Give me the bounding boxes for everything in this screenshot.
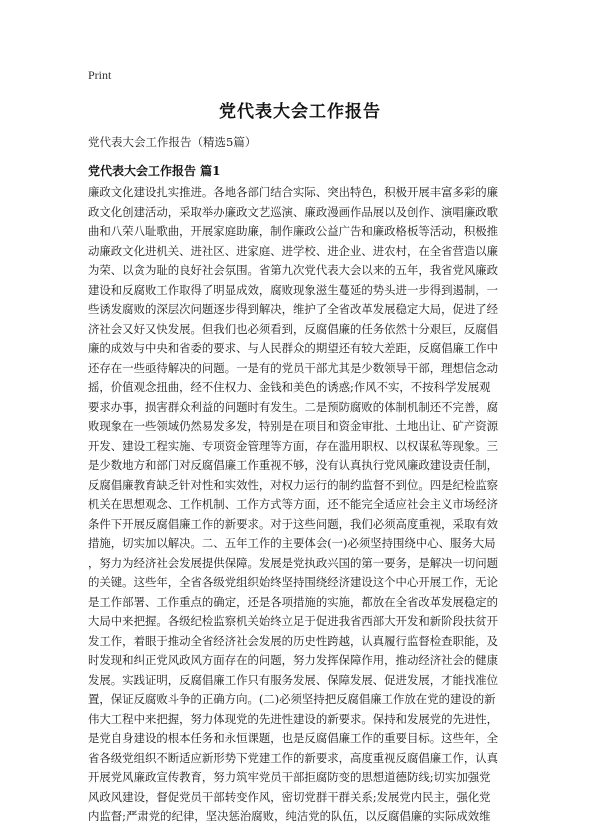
body-line: 开展党风廉政宣传教育，努力筑牢党员干部拒腐防变的思想道德防线;切实加强党 <box>88 770 491 784</box>
body-line: 风政风建设，督促党员干部转变作风，密切党群干群关系;发展党内民主，强化党 <box>88 789 491 804</box>
body-line: 政文化创建活动，采取举办廉政文艺巡演、廉政漫画作品展以及创作、演唱廉政歌 <box>88 204 499 219</box>
body-line: 发展。实践证明，反腐倡廉工作只有服务发展、保障发展、促进发展，才能找准位 <box>88 672 499 687</box>
body-line: 发工作，着眼于推动全省经济社会发展的历史性跨越，认真履行监督检查职能，及 <box>88 633 499 648</box>
body-line: 内监督;严肃党的纪律，坚决惩治腐败，纯洁党的队伍，以反腐倡廉的实际成效维 <box>88 809 491 823</box>
body-line: 些诱发腐败的深层次问题逐步得到解决，维护了全省改革发展稳定大局，促进了经 <box>88 302 499 316</box>
body-line: 建设和反腐败工作取得了明显成效，腐败现象滋生蔓延的势头进一步得到遏制，一 <box>88 282 499 297</box>
body-line: 要求办事，损害群众利益的问题时有发生。二是预防腐败的体制机制还不完善，腐 <box>88 399 499 414</box>
body-line: 济社会又好又快发展。但我们也必须看到，反腐倡廉的任务依然十分艰巨，反腐倡 <box>88 321 499 336</box>
body-line: 廉的成效与中央和省委的要求、与人民群众的期望还有较大差距，反腐倡廉工作中 <box>88 341 499 355</box>
body-line: 摇，价值观念扭曲，经不住权力、金钱和美色的诱惑;作风不实，不按科学发展观 <box>88 380 491 394</box>
body-line: 为荣、以贪为耻的良好社会氛围。省第九次党代表大会以来的五年，我省党风廉政 <box>88 263 499 277</box>
print-link[interactable]: Print <box>88 68 112 82</box>
body-line: 是少数地方和部门对反腐倡廉工作重视不够，没有认真执行党风廉政建设责任制， <box>88 458 499 472</box>
section-heading: 党代表大会工作报告 篇1 <box>88 164 221 178</box>
body-line: 置，保证反腐败斗争的正确方向。(二)必须坚持把反腐倡廉工作放在党的建设的新 <box>88 692 496 706</box>
body-line: 曲和八荣八耻歌曲，开展家庭助廉，制作廉政公益广告和廉政格板等活动，积极推 <box>88 224 499 238</box>
body-line: 是工作部署、工作重点的确定，还是各项措施的实施，都放在全省改革发展稳定的 <box>88 594 499 609</box>
body-line: 还存在一些亟待解决的问题。一是有的党员干部尤其是少数领导干部，理想信念动 <box>88 360 499 375</box>
body-paragraph <box>88 183 514 827</box>
document-subtitle: 党代表大会工作报告（精选5篇） <box>88 135 257 149</box>
body-line: ，努力为经济社会发展提供保障。发展是党执政兴国的第一要务，是解决一切问题 <box>88 555 499 570</box>
body-line: 条件下开展反腐倡廉工作的新要求。对于这些问题，我们必须高度重视，采取有效 <box>88 516 499 531</box>
body-line: 动廉政文化进机关、进社区、进家庭、进学校、进企业、进农村，在全省营造以廉 <box>88 243 499 258</box>
document-title: 党代表大会工作报告 <box>219 102 381 122</box>
body-line: 的关键。这些年，全省各级党组织始终坚持围绕经济建设这个中心开展工作，无论 <box>88 575 499 589</box>
body-line: 反腐倡廉教育缺乏针对性和实效性，对权力运行的制约监督不到位。四是纪检监察 <box>88 477 499 492</box>
body-line: 措施，切实加以解决。二、五年工作的主要体会(一)必须坚持围绕中心、服务大局 <box>88 536 496 550</box>
body-line: 廉政文化建设扎实推进。各地各部门结合实际、突出特色，积极开展丰富多彩的廉 <box>88 185 499 199</box>
body-line: 败现象在一些领域仍然易发多发，特别是在项目和资金审批、土地出让、矿产资源 <box>88 419 499 433</box>
body-line: 开发、建设工程实施、专项资金管理等方面，存在滥用职权、以权谋私等现象。三 <box>88 438 499 453</box>
body-line: 大局中来把握。各级纪检监察机关始终立足于促进我省西部大开发和新阶段扶贫开 <box>88 614 499 628</box>
body-line: 是党自身建设的根本任务和永恒课题，也是反腐倡廉工作的重要目标。这些年，全 <box>88 731 499 745</box>
body-line: 机关在思想观念、工作机制、工作方式等方面，还不能完全适应社会主义市场经济 <box>88 497 499 511</box>
body-line: 时发现和纠正党风政风方面存在的问题，努力发挥保障作用，推动经济社会的健康 <box>88 653 499 667</box>
body-line: 省各级党组织不断适应新形势下党建工作的新要求，高度重视反腐倡廉工作，认真 <box>88 750 499 765</box>
body-line: 伟大工程中来把握，努力体现党的先进性建设的新要求。保持和发展党的先进性， <box>88 711 499 726</box>
